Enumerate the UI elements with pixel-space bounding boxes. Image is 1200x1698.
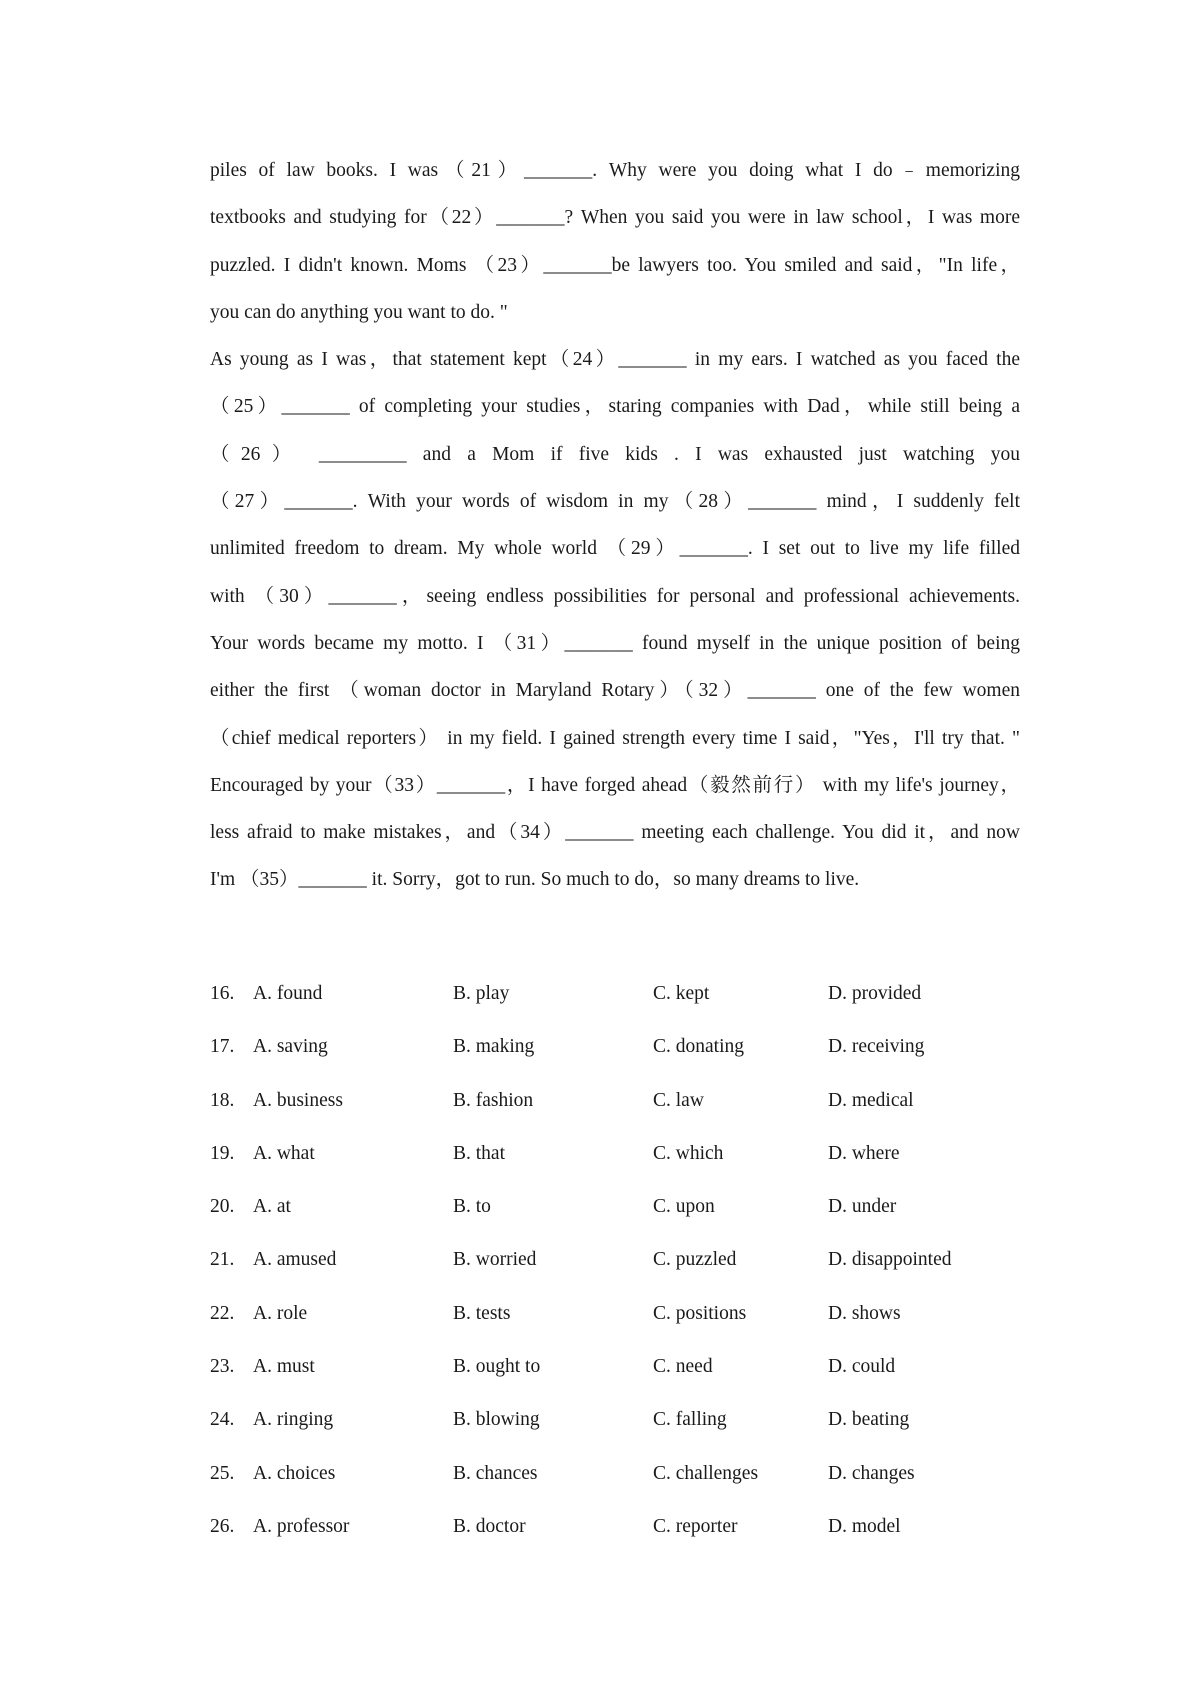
- passage-line: I'm （35）_______ it. Sorry，got to run. So much to do，so many dreams to live.: [210, 869, 860, 891]
- passage-line: with （30）_______，seeing endless possibilities for personal and professional achievements.: [210, 585, 1020, 607]
- option-a: A. ringing: [253, 1409, 334, 1431]
- option-d: D. receiving: [828, 1036, 925, 1058]
- question-row: [210, 1340, 1020, 1393]
- option-d: D. shows: [828, 1302, 901, 1324]
- option-a: A. at: [253, 1196, 291, 1218]
- option-c: C. challenges: [653, 1462, 759, 1484]
- question-number: 22.: [210, 1302, 235, 1324]
- option-c: C. donating: [653, 1036, 744, 1058]
- option-b: B. to: [453, 1196, 491, 1218]
- option-a: A. what: [253, 1142, 315, 1164]
- passage-line: Encouraged by your（33）_______，I have forged ahead（毅然前行） with my life's journey，: [210, 774, 1020, 796]
- passage-line: textbooks and studying for（22）_______? When you said you were in law school，I was more: [210, 207, 1020, 229]
- question-number: 18.: [210, 1089, 235, 1111]
- option-a: A. found: [253, 983, 323, 1004]
- passage-line: （27）_______. With your words of wisdom in my（28）_______ mind，I suddenly felt: [210, 491, 1020, 513]
- passage-line: （25）_______ of completing your studies，staring companies with Dad，while still being a: [210, 396, 1020, 418]
- question-row: [210, 967, 1020, 1020]
- question-row: [210, 1233, 1020, 1286]
- question-number: 20.: [210, 1196, 235, 1218]
- passage-line: （chief medical reporters） in my field. I gained strength every time I said，"Yes，I'll try that. ": [210, 727, 1020, 749]
- question-number: 23.: [210, 1356, 235, 1378]
- option-d: D. changes: [828, 1462, 915, 1484]
- option-d: D. under: [828, 1196, 897, 1218]
- passage-line: piles of law books. I was（21）_______. Why were you doing what I do﹣memorizing: [210, 160, 1020, 181]
- option-b: B. play: [453, 983, 510, 1004]
- option-a: A. must: [253, 1356, 315, 1378]
- passage-line: puzzled. I didn't known. Moms （23）_______be lawyers too. You smiled and said，"In life，: [210, 254, 1020, 276]
- option-d: D. medical: [828, 1089, 914, 1111]
- question-row: [210, 1020, 1020, 1073]
- question-row: [210, 1393, 1020, 1446]
- option-c: C. law: [653, 1089, 704, 1111]
- reading-passage: [210, 147, 1020, 904]
- question-row: [210, 1500, 1020, 1553]
- question-row: [210, 1127, 1020, 1180]
- option-a: A. amused: [253, 1249, 337, 1271]
- option-a: A. saving: [253, 1036, 328, 1058]
- question-number: 25.: [210, 1462, 235, 1484]
- passage-line: As young as I was，that statement kept（24）_______ in my ears. I watched as you faced the: [210, 349, 1020, 371]
- option-d: D. could: [828, 1356, 896, 1378]
- option-c: C. kept: [653, 983, 710, 1004]
- option-b: B. fashion: [453, 1089, 534, 1111]
- option-c: C. reporter: [653, 1515, 738, 1537]
- option-a: A. professor: [253, 1515, 350, 1537]
- option-c: C. positions: [653, 1302, 747, 1324]
- question-number: 26.: [210, 1515, 235, 1537]
- passage-line: （26） _________ and a Mom if five kids . I was exhausted just watching you: [210, 443, 1020, 465]
- option-c: C. puzzled: [653, 1249, 737, 1271]
- question-number: 17.: [210, 1036, 235, 1058]
- passage-line: Your words became my motto. I （31）_______ found myself in the unique position of being: [210, 632, 1020, 654]
- option-c: C. need: [653, 1356, 713, 1378]
- option-a: A. role: [253, 1302, 308, 1324]
- question-number: 24.: [210, 1409, 235, 1431]
- option-b: B. blowing: [453, 1409, 540, 1431]
- option-d: D. where: [828, 1142, 900, 1164]
- question-number: 16.: [210, 983, 235, 1004]
- option-b: B. worried: [453, 1249, 537, 1271]
- passage-line: either the first （woman doctor in Maryland Rotary）（32）_______ one of the few women: [210, 680, 1020, 702]
- option-d: D. beating: [828, 1409, 910, 1431]
- passage-line: you can do anything you want to do. ": [210, 301, 508, 323]
- option-c: C. which: [653, 1142, 724, 1164]
- question-number: 21.: [210, 1249, 235, 1271]
- answer-options: [210, 967, 1020, 1553]
- option-a: A. business: [253, 1089, 343, 1111]
- question-row: [210, 1287, 1020, 1340]
- option-c: C. falling: [653, 1409, 727, 1431]
- option-c: C. upon: [653, 1196, 715, 1218]
- option-a: A. choices: [253, 1462, 336, 1484]
- option-b: B. chances: [453, 1462, 538, 1484]
- question-row: [210, 1447, 1020, 1500]
- option-d: D. provided: [828, 983, 922, 1004]
- option-b: B. doctor: [453, 1515, 526, 1537]
- passage-line: less afraid to make mistakes，and（34）_______ meeting each challenge. You did it，and now: [210, 822, 1020, 844]
- question-row: [210, 1180, 1020, 1233]
- option-b: B. that: [453, 1142, 505, 1164]
- question-number: 19.: [210, 1142, 235, 1164]
- option-d: D. disappointed: [828, 1249, 952, 1271]
- option-d: D. model: [828, 1515, 901, 1537]
- option-b: B. ought to: [453, 1356, 541, 1378]
- option-b: B. making: [453, 1036, 535, 1058]
- question-row: [210, 1074, 1020, 1127]
- option-b: B. tests: [453, 1302, 511, 1324]
- passage-line: unlimited freedom to dream. My whole world （29）_______. I set out to live my life filled: [210, 538, 1020, 560]
